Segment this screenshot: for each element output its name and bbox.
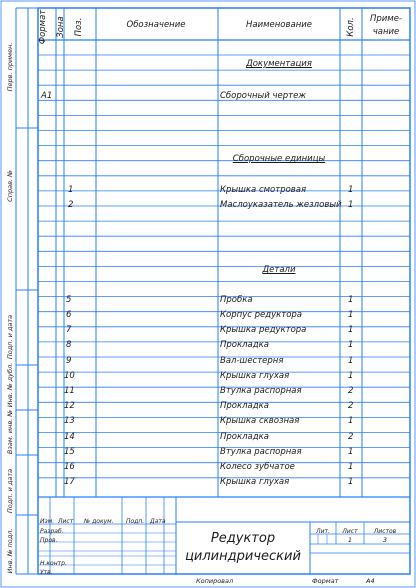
part-qty: 1 <box>348 340 354 350</box>
part-pos: 16 <box>64 462 75 472</box>
part-name: Втулка распорная <box>220 447 302 457</box>
sidebar-replace-inventory: Взам. инв. № <box>6 409 14 455</box>
assembly-pos-1: 1 <box>68 185 74 195</box>
header-designation: Обозначение <box>126 20 186 30</box>
part-qty: 2 <box>348 401 354 411</box>
part-qty: 1 <box>348 416 354 426</box>
header-name: Наименование <box>245 20 313 30</box>
section-documentation: Документация <box>246 59 312 69</box>
part-qty: 1 <box>348 356 354 366</box>
header-note-line1: Приме- <box>369 14 403 24</box>
sidebar-duplicate-no: Инв. № дубл. <box>6 362 14 408</box>
part-qty: 2 <box>348 386 354 396</box>
part-pos: 15 <box>64 447 75 457</box>
sidebar-first-use: Перв. примен. <box>6 42 14 92</box>
tb-sheet-label: Лист <box>342 528 358 535</box>
sidebar-sign-date-2: Подп. и дата <box>6 468 14 514</box>
part-name: Прокладка <box>220 340 269 350</box>
tb-col-date: Дата <box>150 518 166 525</box>
document-title-line2: цилиндрический <box>185 549 301 564</box>
drawing-name: Сборочный чертеж <box>220 91 306 101</box>
part-qty: 1 <box>348 325 354 335</box>
tb-col-sheet: Лист <box>58 518 74 525</box>
part-qty: 1 <box>348 477 354 487</box>
part-pos: 5 <box>66 295 72 305</box>
assembly-qty-1: 1 <box>348 185 354 195</box>
part-name: Прокладка <box>220 401 269 411</box>
tb-norm-control: Н.контр. <box>40 560 67 567</box>
header-position: Поз. <box>74 17 84 37</box>
part-name: Крышка редуктора <box>220 325 307 335</box>
tb-col-sign: Подп. <box>126 518 145 525</box>
tb-sheets-label: Листов <box>373 528 397 535</box>
part-name: Втулка распорная <box>220 386 302 396</box>
frame-border <box>1 1 415 587</box>
part-pos: 10 <box>64 371 75 381</box>
part-name: Вал-шестерня <box>220 356 284 366</box>
part-name: Прокладка <box>220 432 269 442</box>
part-pos: 12 <box>64 401 75 411</box>
tb-sheet-value: 1 <box>347 536 353 544</box>
part-pos: 13 <box>64 416 75 426</box>
tb-developed: Разраб. <box>40 528 64 535</box>
tb-lit-label: Лит. <box>316 528 330 535</box>
header-zone: Зона <box>56 16 66 38</box>
sidebar-sign-date-1: Подп. и дата <box>6 314 14 360</box>
header-note-line2: чание <box>372 27 400 37</box>
part-qty: 1 <box>348 295 354 305</box>
assembly-name-1: Крышка смотровая <box>220 185 307 195</box>
part-qty: 1 <box>348 371 354 381</box>
part-name: Пробка <box>220 295 253 305</box>
part-pos: 17 <box>64 477 75 487</box>
header-format: Формат <box>38 9 48 45</box>
part-qty: 1 <box>348 462 354 472</box>
part-pos: 6 <box>66 310 72 320</box>
part-pos: 7 <box>66 325 72 335</box>
drawing-format: A1 <box>41 91 53 101</box>
section-assemblies: Сборочные единицы <box>232 154 326 164</box>
sidebar-original-no: Инв. № подл. <box>6 528 14 574</box>
section-parts: Детали <box>262 265 296 275</box>
assembly-name-2: Маслоуказатель жезловый <box>220 200 342 210</box>
tb-checked: Пров. <box>40 537 58 544</box>
tb-approved: Утв. <box>40 569 53 576</box>
tb-col-change: Изм. <box>40 518 55 525</box>
header-quantity: Кол. <box>346 17 356 37</box>
tb-col-doc: № докум. <box>84 518 114 525</box>
footer-format-label: Формат <box>312 577 339 585</box>
part-pos: 14 <box>64 432 75 442</box>
part-name: Крышка глухая <box>220 477 290 487</box>
part-qty: 2 <box>348 432 354 442</box>
sidebar-reference-no: Справ. № <box>6 170 14 202</box>
part-qty: 1 <box>348 310 354 320</box>
part-pos: 9 <box>66 356 72 366</box>
part-qty: 1 <box>348 447 354 457</box>
part-pos: 8 <box>66 340 72 350</box>
tb-sheets-value: 3 <box>382 536 388 544</box>
document-title-line1: Редуктор <box>210 531 276 546</box>
part-pos: 11 <box>64 386 75 396</box>
footer-copied: Копировал <box>196 577 234 585</box>
assembly-pos-2: 2 <box>68 200 74 210</box>
part-name: Крышка глухая <box>220 371 290 381</box>
part-name: Корпус редуктора <box>220 310 303 320</box>
part-name: Крышка сквозная <box>220 416 300 426</box>
footer-format-value: A4 <box>366 577 375 585</box>
assembly-qty-2: 1 <box>348 200 354 210</box>
part-name: Колесо зубчатое <box>220 462 295 472</box>
